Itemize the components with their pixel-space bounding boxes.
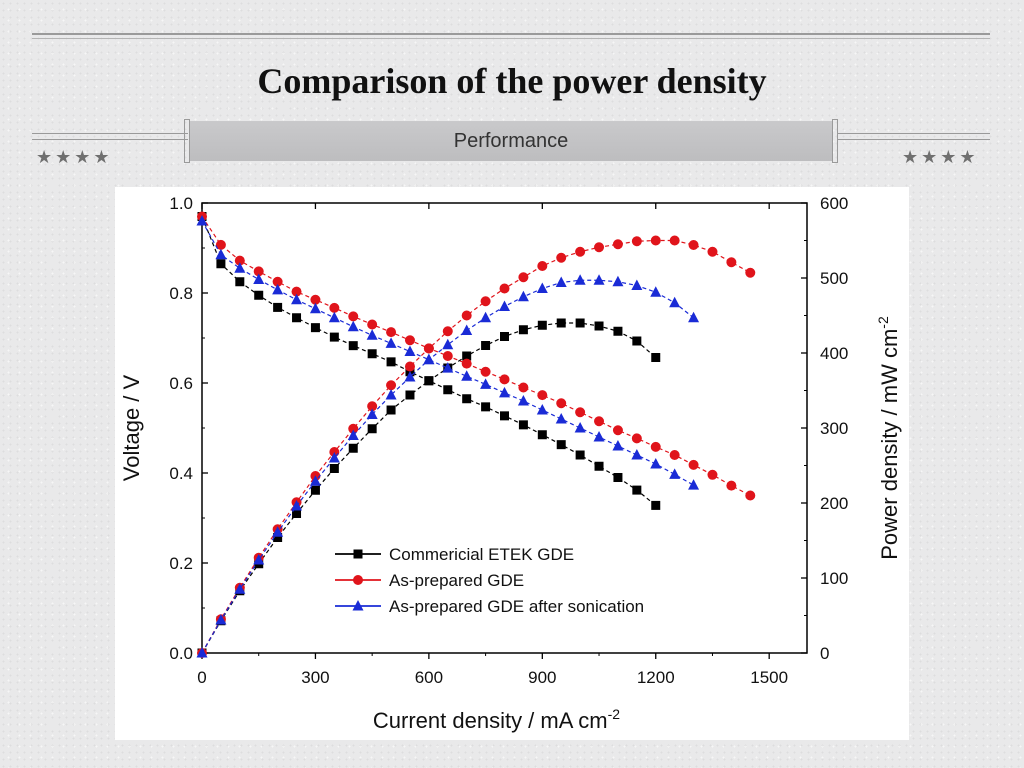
voltage-point [595, 462, 604, 471]
power-point [442, 339, 453, 350]
right-divider-line [838, 133, 990, 134]
voltage-point [537, 390, 547, 400]
power-point [349, 444, 358, 453]
voltage-point [253, 274, 264, 285]
voltage-point [461, 370, 472, 381]
power-point [537, 261, 547, 271]
power-point [500, 284, 510, 294]
power-point [651, 236, 661, 246]
right-bracket [832, 119, 838, 163]
voltage-point [273, 303, 282, 312]
power-point [500, 332, 509, 341]
x-tick-label: 300 [301, 668, 330, 687]
power-point [632, 236, 642, 246]
power-point [538, 321, 547, 330]
top-rule [32, 33, 990, 35]
voltage-point [367, 320, 377, 330]
left-divider-line [32, 133, 188, 134]
x-tick-label: 0 [197, 668, 207, 687]
voltage-point [500, 374, 510, 384]
power-density-chart [115, 187, 909, 740]
voltage-point [234, 262, 245, 273]
voltage-point [632, 433, 642, 443]
voltage-point [745, 491, 755, 501]
voltage-point [669, 468, 680, 479]
power-point [330, 464, 339, 473]
voltage-point [329, 312, 340, 323]
power-point [651, 353, 660, 362]
power-point [557, 319, 566, 328]
voltage-point [386, 337, 397, 348]
voltage-point [632, 486, 641, 495]
voltage-point [537, 404, 548, 415]
voltage-point [292, 313, 301, 322]
voltage-point [330, 333, 339, 342]
voltage-point [235, 277, 244, 286]
x-axis-label: Current density / mA $cm^{-2}$ [372, 706, 621, 733]
y-right-tick-label: 600 [820, 194, 849, 213]
power-point [481, 341, 490, 350]
voltage-point [291, 294, 302, 305]
power-point [518, 291, 529, 302]
power-point [461, 325, 472, 336]
voltage-point [481, 367, 491, 377]
legend-marker [353, 575, 363, 585]
y-right-axis-label: Power density / mW $cm^{-2}$ [875, 316, 902, 560]
voltage-point [613, 473, 622, 482]
series-group [197, 215, 700, 658]
power-point [745, 268, 755, 278]
voltage-point [499, 387, 510, 398]
y-left-tick-label: 0.6 [169, 374, 193, 393]
power-point [424, 376, 433, 385]
power-point [688, 312, 699, 323]
right-divider-line-2 [838, 139, 990, 140]
voltage-point [386, 327, 396, 337]
voltage-point [367, 329, 378, 340]
power-point [575, 247, 585, 257]
power-point [311, 486, 320, 495]
y-left-tick-label: 1.0 [169, 194, 193, 213]
voltage-point [387, 357, 396, 366]
power-point [670, 236, 680, 246]
legend-label: As-prepared GDE [389, 571, 525, 590]
power-point [405, 362, 415, 372]
slide-title: Comparison of the power density [257, 61, 767, 101]
voltage-point [688, 479, 699, 490]
power-point [368, 424, 377, 433]
top-rule-thin [32, 38, 990, 39]
power-point [632, 337, 641, 346]
voltage-point [443, 351, 453, 361]
power-point [518, 272, 528, 282]
y-left-tick-label: 0.0 [169, 644, 193, 663]
left-divider-line-2 [32, 139, 188, 140]
voltage-point [519, 420, 528, 429]
y-right-tick-label: 0 [820, 644, 830, 663]
voltage-point [518, 395, 529, 406]
power-point [707, 247, 717, 257]
y-right-tick-label: 400 [820, 344, 849, 363]
power-point [405, 391, 414, 400]
power-point [387, 406, 396, 415]
power-point [612, 276, 623, 287]
legend-label: Commericial ETEK GDE [389, 545, 575, 564]
voltage-point [462, 394, 471, 403]
power-point [537, 283, 548, 294]
power-line [202, 241, 750, 654]
voltage-point [254, 291, 263, 300]
voltage-point [462, 359, 472, 369]
voltage-point [575, 407, 585, 417]
voltage-point [613, 425, 623, 435]
voltage-point [556, 413, 567, 424]
voltage-point [726, 481, 736, 491]
series-group [197, 212, 755, 659]
x-tick-label: 600 [414, 668, 444, 687]
voltage-point [348, 321, 359, 332]
voltage-point [689, 460, 699, 470]
power-point [669, 297, 680, 308]
power-point [613, 239, 623, 249]
voltage-point [310, 303, 321, 314]
power-point [481, 296, 491, 306]
voltage-point [670, 450, 680, 460]
voltage-point [594, 416, 604, 426]
y-right-tick-label: 500 [820, 269, 849, 288]
voltage-point [349, 341, 358, 350]
voltage-point [707, 470, 717, 480]
y-right-axis-label-superscript: -2 [875, 316, 891, 329]
voltage-point [651, 442, 661, 452]
power-point [556, 253, 566, 263]
power-point [726, 257, 736, 267]
power-point [386, 389, 397, 400]
voltage-point [594, 431, 605, 442]
power-point [480, 312, 491, 323]
voltage-point [556, 398, 566, 408]
power-point [423, 354, 434, 365]
voltage-point [518, 383, 528, 393]
voltage-point [348, 311, 358, 321]
power-point [576, 319, 585, 328]
voltage-point [557, 440, 566, 449]
voltage-point [329, 303, 339, 313]
power-point [386, 380, 396, 390]
left-star-ornament: ★★★★ [36, 147, 113, 168]
power-point [499, 301, 510, 312]
y-right-tick-label: 300 [820, 419, 849, 438]
voltage-point [272, 284, 283, 295]
voltage-point [404, 346, 415, 357]
series-group [198, 212, 661, 658]
legend-marker [354, 550, 363, 559]
x-tick-label: 1200 [636, 668, 675, 687]
y-right-tick-label: 200 [820, 494, 849, 513]
power-point [594, 274, 605, 285]
voltage-point [368, 349, 377, 358]
voltage-point [576, 451, 585, 460]
power-point [519, 325, 528, 334]
y-left-tick-label: 0.8 [169, 284, 193, 303]
x-axis-label-superscript: -2 [607, 706, 621, 722]
y-left-tick-label: 0.4 [169, 464, 193, 483]
power-point [594, 242, 604, 252]
voltage-point [405, 335, 415, 345]
voltage-point [480, 378, 491, 389]
voltage-line [202, 217, 750, 496]
power-point [689, 240, 699, 250]
right-star-ornament: ★★★★ [902, 147, 979, 168]
y-left-axis-label: Voltage / V [119, 374, 144, 482]
voltage-point [650, 458, 661, 469]
legend-label: As-prepared GDE after sonication [389, 597, 645, 616]
voltage-point [631, 449, 642, 460]
chart-panel [115, 187, 909, 740]
voltage-point [500, 411, 509, 420]
power-point [613, 327, 622, 336]
voltage-point [215, 249, 226, 260]
voltage-point [443, 385, 452, 394]
y-left-tick-label: 0.2 [169, 554, 193, 573]
power-point [443, 326, 453, 336]
x-tick-label: 900 [528, 668, 557, 687]
power-point [556, 277, 567, 288]
power-point [424, 344, 434, 354]
power-point [595, 322, 604, 331]
power-point [462, 311, 472, 321]
voltage-point [216, 259, 225, 268]
voltage-point [612, 440, 623, 451]
voltage-point [538, 430, 547, 439]
power-point [575, 274, 586, 285]
x-tick-label: 1500 [750, 668, 789, 687]
voltage-point [575, 422, 586, 433]
y-right-tick-label: 100 [820, 569, 849, 588]
slide-subtitle: Performance [453, 130, 569, 152]
voltage-point [481, 402, 490, 411]
voltage-point [651, 501, 660, 510]
power-point [631, 280, 642, 291]
voltage-point [311, 323, 320, 332]
